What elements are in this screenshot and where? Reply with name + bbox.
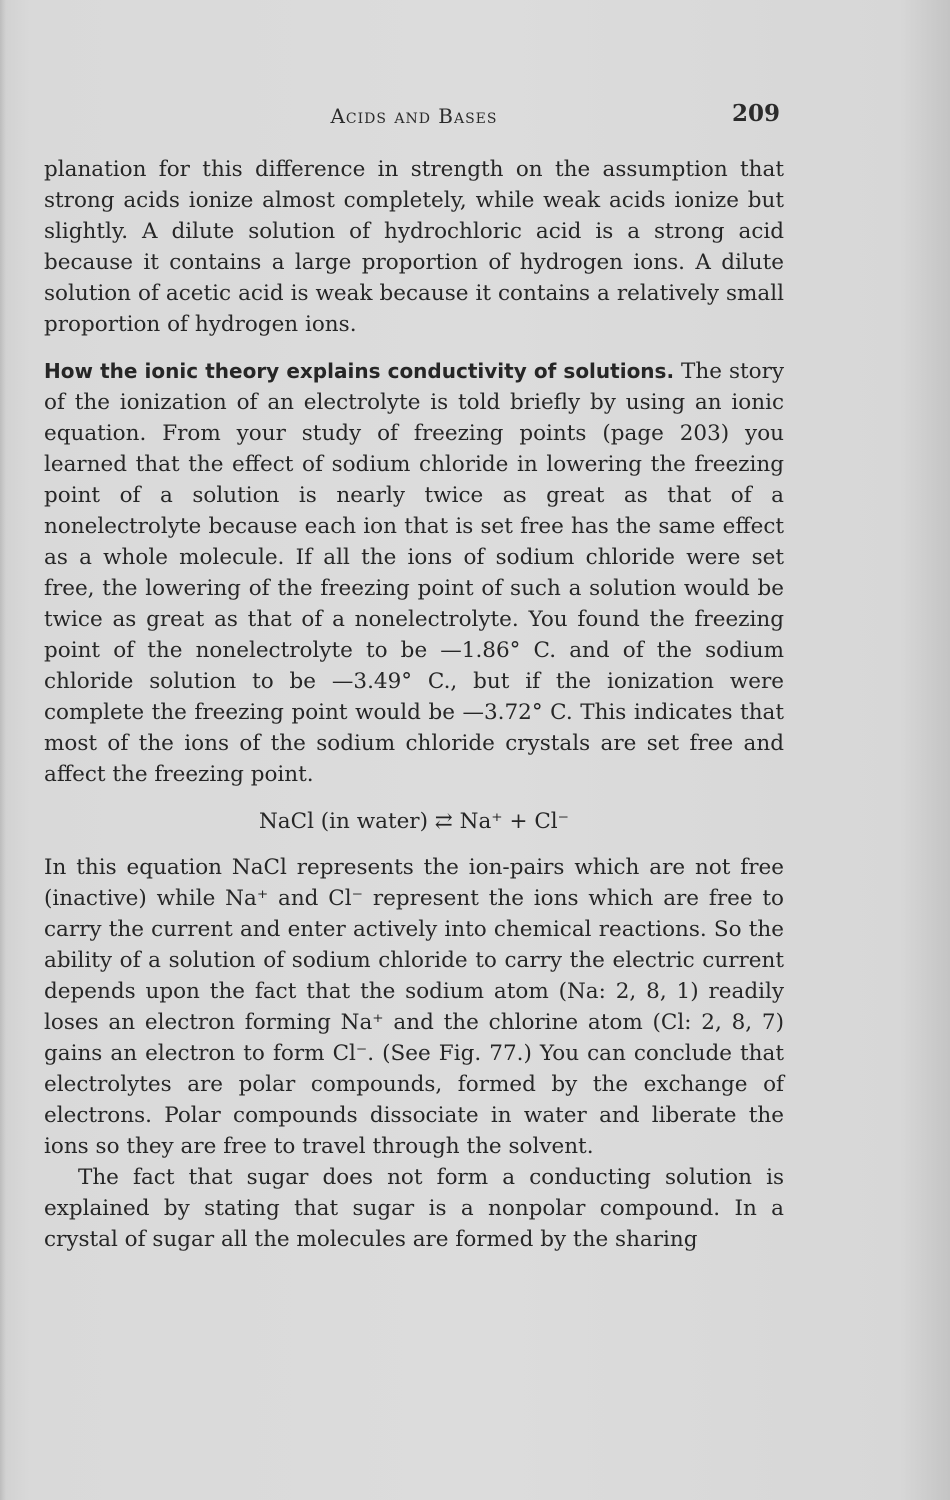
paragraph-2: The story of the ionization of an electrolyte is told briefly by using an ionic equation. From your study of freezing points (page 203) you learned that the effect of sodium chloride in lowering the freezing point of a solution is nearly twice as great as that of a nonelectrolyte because each ion that is set free has the same effect as a whole molecule. If all the ions of sodium chloride were set free, the lowering of the freezing point of such a solution would be twice as great as that of a nonelectrolyte. You found the freezing point of the nonelectrolyte to be —1.86° C. and of the sodium chloride solution to be —3.49° C., but if the ionization were complete the freezing point would be —3.72° C. This indicates that most of the ions of the sodium chloride crystals are set free and affect the freezing point.	[44, 359, 784, 787]
paragraph-4: The fact that sugar does not form a conducting solution is explained by stating that sugar is a nonpolar compound. In a crystal of sugar all the molecules are formed by the sharing	[44, 1165, 784, 1252]
ionic-equation: NaCl (in water) ⇄ Na⁺ + Cl⁻	[258, 809, 569, 834]
page-content	[44, 96, 784, 1255]
paragraph-3: In this equation NaCl represents the ion-pairs which are not free (inactive) while Na⁺ and Cl⁻ represent the ions which are free to carry the current and enter actively into chemical reactions. So the ability of a solution of sodium chloride to carry the electric current depends upon the fact that the sodium atom (Na: 2, 8, 1) readily loses an electron forming Na⁺ and the chlorine atom (Cl: 2, 8, 7) gains an electron to form Cl⁻. (See Fig. 77.) You can conclude that electrolytes are polar compounds, formed by the exchange of electrons. Polar compounds dissociate in water and liberate the ions so they are free to travel through the solvent.	[44, 855, 784, 1159]
page-number: 209	[731, 100, 780, 127]
paragraph-1: planation for this difference in strength on the assumption that strong acids ionize almost completely, while weak acids ionize but slightly. A dilute solution of hydrochloric acid is a strong acid because it contains a large proportion of hydrogen ions. A dilute solution of acetic acid is weak because it contains a relatively small proportion of hydrogen ions.	[44, 157, 784, 337]
section-heading: How the ionic theory explains conductivity of solutions.	[44, 359, 675, 383]
running-title: Acids and Bases	[330, 104, 498, 128]
running-head	[44, 96, 784, 136]
section-paragraph	[44, 356, 784, 790]
